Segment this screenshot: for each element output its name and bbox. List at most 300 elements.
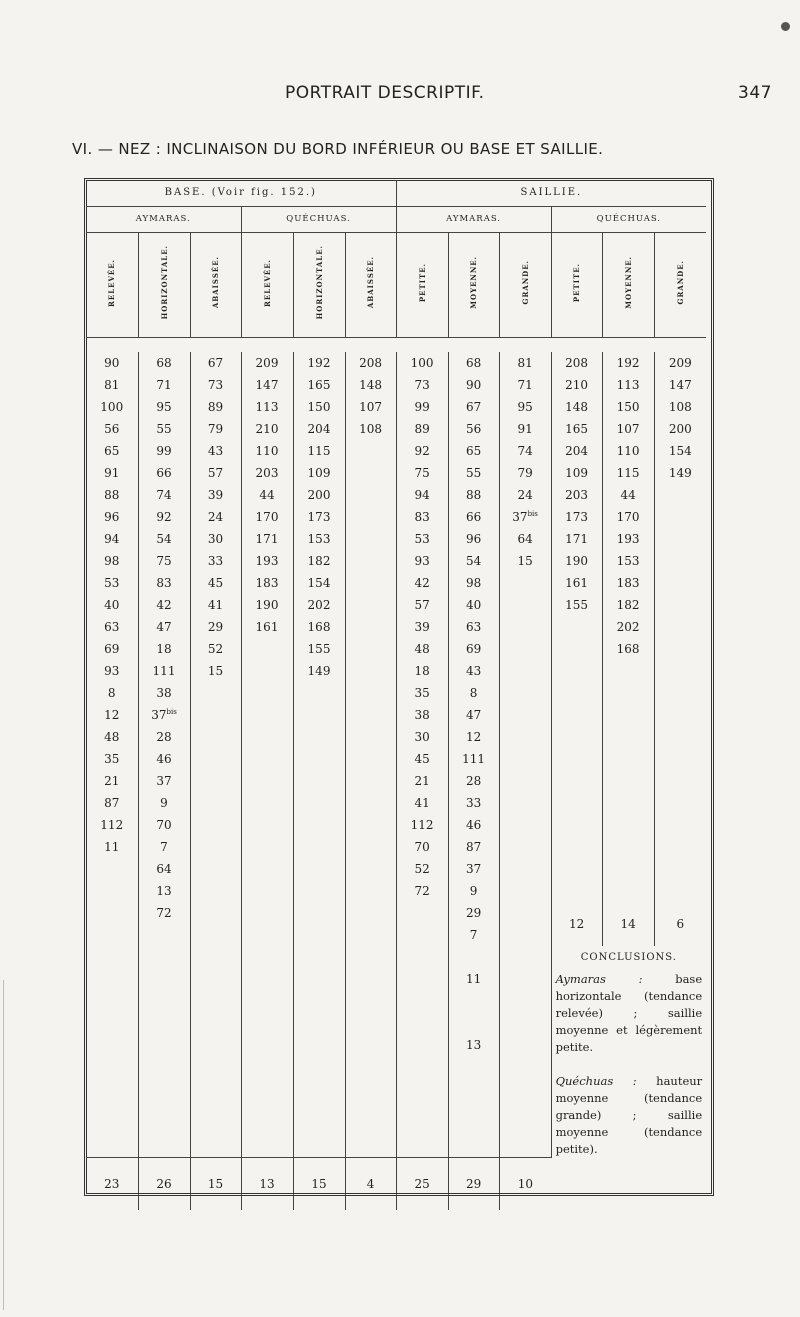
table-row — [86, 704, 706, 726]
table-cell: 37 — [448, 858, 499, 880]
table-row — [86, 792, 706, 814]
table-body — [86, 352, 706, 1211]
table-cell: $37^{bis}$ — [138, 704, 190, 726]
table-cell — [345, 638, 396, 660]
table-cell: 161 — [241, 616, 293, 638]
page-number: 347 — [738, 83, 772, 103]
table-cell: 71 — [499, 374, 551, 396]
column-header — [86, 232, 138, 337]
table-cell — [654, 594, 706, 616]
saillie-header: SAILLIE. — [396, 180, 706, 206]
table-cell: 65 — [104, 443, 120, 458]
table-cell: 7 — [448, 924, 499, 946]
table-cell — [499, 638, 551, 660]
table-cell: 6 — [654, 902, 706, 946]
table-cell: 111 — [138, 660, 190, 682]
table-cell: 11 — [104, 839, 120, 854]
table-row — [86, 726, 706, 748]
table-cell — [654, 616, 706, 638]
table-cell: 96 — [104, 509, 120, 524]
table-row — [86, 660, 706, 682]
table-cell — [551, 814, 602, 836]
table-cell: 28 — [448, 770, 499, 792]
conclusions-title: CONCLUSIONS. — [580, 951, 677, 963]
table-cell — [345, 440, 396, 462]
table-cell: 35 — [396, 682, 448, 704]
table-cell — [654, 792, 706, 814]
table-cell: 30 — [190, 528, 241, 550]
table-cell: 154 — [293, 572, 345, 594]
table-cell — [499, 748, 551, 770]
table-cell — [499, 1012, 551, 1079]
table-row — [86, 814, 706, 836]
table-cell — [602, 660, 654, 682]
conclusions-aymaras: Aymaras : base horizontale (tendance relevée) ; saillie moyenne et légèrement petite. — [555, 971, 703, 1054]
table-cell: 13 — [138, 880, 190, 902]
table-cell: 92 — [138, 506, 190, 528]
table-cell: 208 — [345, 352, 396, 374]
table-cell — [345, 1012, 396, 1079]
table-cell: 64 — [499, 528, 551, 550]
table-row — [86, 572, 706, 594]
table-cell: 52 — [190, 638, 241, 660]
table-cell — [293, 858, 345, 880]
table-cell: 88 — [448, 484, 499, 506]
table-cell: 190 — [551, 550, 602, 572]
column-header-label: PETITE. — [417, 262, 427, 303]
table-cell — [345, 880, 396, 902]
table-cell — [86, 880, 138, 902]
table-cell — [654, 484, 706, 506]
table-cell — [241, 924, 293, 946]
table-cell: 54 — [138, 528, 190, 550]
table-cell — [654, 858, 706, 880]
table-cell: 113 — [241, 396, 293, 418]
table-cell — [654, 660, 706, 682]
table-cell: 168 — [602, 638, 654, 660]
table-cell — [190, 726, 241, 748]
table-cell: 28 — [138, 726, 190, 748]
table-cell — [602, 814, 654, 836]
table-cell — [499, 572, 551, 594]
table-cell — [551, 726, 602, 748]
table-cell: 210 — [551, 374, 602, 396]
table-row — [86, 748, 706, 770]
table-cell — [345, 814, 396, 836]
table-cell: 21 — [396, 770, 448, 792]
table-cell: 37 — [138, 770, 190, 792]
table-cell: 115 — [293, 440, 345, 462]
table-cell: 38 — [396, 704, 448, 726]
table-cell — [602, 770, 654, 792]
column-header-label: MOYENNE. — [469, 256, 479, 309]
table-cell — [551, 704, 602, 726]
group-header: QUÉCHUAS. — [241, 206, 396, 232]
table-cell — [190, 880, 241, 902]
table-cell — [345, 836, 396, 858]
table-cell — [602, 682, 654, 704]
table-cell: 149 — [654, 462, 706, 484]
table-cell — [86, 1012, 138, 1079]
table-cell: 74 — [499, 440, 551, 462]
section-title: VI. — NEZ : INCLINAISON DU BORD INFÉRIEUR OU BASE ET SAILLIE. — [72, 140, 604, 158]
table-cell: 39 — [190, 484, 241, 506]
table-cell: 69 — [104, 641, 120, 656]
table-cell — [602, 880, 654, 902]
ink-blot — [781, 22, 790, 31]
column-header-label: HORIZONTALE. — [314, 245, 324, 320]
table-cell: 12 — [448, 726, 499, 748]
table-cell — [499, 726, 551, 748]
table-cell — [86, 946, 138, 1013]
table-cell: 108 — [345, 418, 396, 440]
table-cell: 202 — [602, 616, 654, 638]
table-cell: 192 — [293, 352, 345, 374]
table-cell — [190, 924, 241, 946]
table-row — [86, 374, 706, 396]
table-cell: 210 — [241, 418, 293, 440]
table-cell: 83 — [138, 572, 190, 594]
table-cell: 69 — [448, 638, 499, 660]
table-cell — [551, 638, 602, 660]
table-cell — [499, 682, 551, 704]
table-row — [86, 462, 706, 484]
table-cell — [345, 506, 396, 528]
table-cell: 87 — [448, 836, 499, 858]
group-header-row — [86, 206, 706, 232]
table-cell — [345, 616, 396, 638]
table-cell: 73 — [396, 374, 448, 396]
column-header — [138, 232, 190, 337]
table-cell: 47 — [138, 616, 190, 638]
table-row — [86, 418, 706, 440]
table-cell: 208 — [551, 352, 602, 374]
table-cell: 147 — [241, 374, 293, 396]
column-header — [345, 232, 396, 337]
table-cell: 45 — [396, 748, 448, 770]
table-cell: 57 — [396, 594, 448, 616]
table-cell: 93 — [104, 663, 120, 678]
totals-row — [86, 1158, 706, 1211]
table-cell — [654, 814, 706, 836]
table-cell: 170 — [602, 506, 654, 528]
table-cell — [190, 858, 241, 880]
table-cell — [654, 770, 706, 792]
table-cell: 96 — [448, 528, 499, 550]
table-cell: 13 — [448, 1012, 499, 1079]
table-cell: 68 — [448, 352, 499, 374]
table-cell: 11 — [448, 946, 499, 1013]
table-cell: 55 — [138, 418, 190, 440]
table-cell: 29 — [190, 616, 241, 638]
table-cell — [345, 550, 396, 572]
table-cell: 204 — [293, 418, 345, 440]
table-cell — [654, 528, 706, 550]
table-cell — [190, 814, 241, 836]
table-cell: 112 — [100, 817, 124, 832]
table-cell: 173 — [551, 506, 602, 528]
table-cell: 35 — [104, 751, 120, 766]
table-cell: 200 — [654, 418, 706, 440]
table-cell: 70 — [138, 814, 190, 836]
table-cell: 109 — [293, 462, 345, 484]
table-cell: 44 — [602, 484, 654, 506]
table-cell — [241, 748, 293, 770]
table-row — [86, 440, 706, 462]
table-cell: 67 — [448, 396, 499, 418]
table-cell — [241, 880, 293, 902]
table-cell: 29 — [448, 902, 499, 924]
table-cell: 171 — [551, 528, 602, 550]
column-header — [551, 232, 602, 337]
table-cell: 39 — [396, 616, 448, 638]
total-cell: 26 — [138, 1158, 190, 1211]
table-cell — [345, 594, 396, 616]
table-cell: 113 — [602, 374, 654, 396]
table-cell: 161 — [551, 572, 602, 594]
table-cell — [293, 792, 345, 814]
table-cell — [551, 616, 602, 638]
table-row — [86, 858, 706, 880]
table-cell: 15 — [190, 660, 241, 682]
table-cell: 43 — [190, 440, 241, 462]
table-cell: 155 — [293, 638, 345, 660]
table-cell: 171 — [241, 528, 293, 550]
table-cell: 24 — [190, 506, 241, 528]
table-cell: 12 — [551, 902, 602, 946]
table-cell: 154 — [654, 440, 706, 462]
table-cell: 8 — [107, 685, 116, 700]
table-cell — [190, 792, 241, 814]
table-cell — [551, 748, 602, 770]
table-cell — [499, 660, 551, 682]
table-cell — [654, 880, 706, 902]
table-cell — [551, 858, 602, 880]
table-cell: 71 — [138, 374, 190, 396]
total-cell: 25 — [396, 1158, 448, 1211]
column-header-label: HORIZONTALE. — [159, 245, 169, 320]
table-cell: 109 — [551, 462, 602, 484]
table-cell: 79 — [190, 418, 241, 440]
table-cell — [190, 946, 241, 1013]
table-cell: 44 — [241, 484, 293, 506]
table-cell — [293, 924, 345, 946]
table-cell — [241, 836, 293, 858]
table-cell — [551, 682, 602, 704]
table-cell: 40 — [448, 594, 499, 616]
table-cell: 111 — [448, 748, 499, 770]
table-cell: 148 — [551, 396, 602, 418]
table-cell — [190, 1012, 241, 1079]
table-cell — [396, 924, 448, 946]
table-cell: 65 — [448, 440, 499, 462]
table-cell: 203 — [551, 484, 602, 506]
base-header: BASE. (Voir fig. 152.) — [164, 187, 317, 199]
conclusions-box — [551, 946, 706, 1158]
table-cell — [551, 880, 602, 902]
table-cell — [499, 924, 551, 946]
group-header: AYMARAS. — [396, 206, 551, 232]
table-cell — [345, 660, 396, 682]
table-cell: 70 — [396, 836, 448, 858]
table-cell: 183 — [241, 572, 293, 594]
table-cell: 9 — [138, 792, 190, 814]
table-cell: 41 — [190, 594, 241, 616]
table-row — [86, 638, 706, 660]
table-cell — [499, 946, 551, 1013]
table-cell: 15 — [499, 550, 551, 572]
table-cell: 91 — [104, 465, 120, 480]
table-cell — [241, 704, 293, 726]
table-cell: 204 — [551, 440, 602, 462]
table-cell — [241, 858, 293, 880]
table-cell: 148 — [345, 374, 396, 396]
table-cell: 38 — [138, 682, 190, 704]
column-header — [654, 232, 706, 337]
column-header — [448, 232, 499, 337]
table-cell: 92 — [396, 440, 448, 462]
table-cell: 53 — [104, 575, 120, 590]
table-row — [86, 946, 706, 1013]
column-header — [499, 232, 551, 337]
table-cell: 18 — [396, 660, 448, 682]
table-cell — [602, 726, 654, 748]
table-cell: 72 — [138, 902, 190, 924]
table-cell: 30 — [396, 726, 448, 748]
column-header — [241, 232, 293, 337]
table-cell — [499, 704, 551, 726]
table-cell: 150 — [602, 396, 654, 418]
column-header-row — [86, 232, 706, 337]
total-cell: 10 — [499, 1158, 551, 1211]
table-cell — [654, 550, 706, 572]
table-cell: 52 — [396, 858, 448, 880]
column-header-label: RELEVÉE. — [262, 258, 272, 307]
table-cell: 183 — [602, 572, 654, 594]
data-table — [86, 180, 706, 1210]
column-header-label: MOYENNE. — [623, 256, 633, 309]
table-cell — [190, 902, 241, 924]
table-cell: 56 — [104, 421, 120, 436]
column-header — [602, 232, 654, 337]
table-cell: 46 — [448, 814, 499, 836]
table-cell — [602, 858, 654, 880]
group-header: AYMARAS. — [135, 214, 191, 224]
table-cell — [654, 748, 706, 770]
table-cell: 173 — [293, 506, 345, 528]
table-row — [86, 396, 706, 418]
table-cell — [345, 902, 396, 924]
table-cell: 193 — [602, 528, 654, 550]
table-cell: 93 — [396, 550, 448, 572]
table-cell — [602, 836, 654, 858]
table-cell: 107 — [602, 418, 654, 440]
total-cell: 15 — [293, 1158, 345, 1211]
table-cell — [293, 770, 345, 792]
table-cell: 21 — [104, 773, 120, 788]
table-cell: 18 — [138, 638, 190, 660]
table-cell: 98 — [104, 553, 120, 568]
total-cell: 4 — [345, 1158, 396, 1211]
table-cell: 202 — [293, 594, 345, 616]
table-cell — [241, 946, 293, 1013]
table-cell — [345, 748, 396, 770]
table-cell: 54 — [448, 550, 499, 572]
table-cell — [345, 770, 396, 792]
table-cell: 209 — [241, 352, 293, 374]
table-cell: 7 — [138, 836, 190, 858]
table-cell — [293, 814, 345, 836]
total-cell: 29 — [448, 1158, 499, 1211]
table-cell: 100 — [396, 352, 448, 374]
table-cell: 153 — [293, 528, 345, 550]
table-cell: 190 — [241, 594, 293, 616]
table-cell: 75 — [138, 550, 190, 572]
column-header — [293, 232, 345, 337]
table-cell: 41 — [396, 792, 448, 814]
table-cell — [551, 836, 602, 858]
table-cell: 67 — [190, 352, 241, 374]
scan-edge-line — [3, 980, 4, 1310]
table-cell — [138, 924, 190, 946]
table-row — [86, 616, 706, 638]
table-cell: 155 — [551, 594, 602, 616]
table-cell — [499, 836, 551, 858]
table-cell: 98 — [448, 572, 499, 594]
table-cell: 47 — [448, 704, 499, 726]
column-header — [396, 232, 448, 337]
table-cell: 53 — [396, 528, 448, 550]
table-cell: 48 — [104, 729, 120, 744]
table-cell: 56 — [448, 418, 499, 440]
table-cell — [190, 682, 241, 704]
table-cell: 57 — [190, 462, 241, 484]
table-cell — [86, 924, 138, 946]
table-cell — [499, 858, 551, 880]
total-cell: 13 — [241, 1158, 293, 1211]
table-cell: 14 — [602, 902, 654, 946]
header-title: PORTRAIT DESCRIPTIF. — [285, 83, 485, 103]
table-cell: 89 — [396, 418, 448, 440]
column-header-label: RELEVÉE. — [107, 258, 117, 307]
table-cell: 42 — [396, 572, 448, 594]
table-cell — [345, 462, 396, 484]
table-cell: 83 — [396, 506, 448, 528]
table-cell — [551, 792, 602, 814]
table-cell — [499, 880, 551, 902]
column-header-label: PETITE. — [572, 262, 582, 303]
table-cell: 63 — [448, 616, 499, 638]
table-cell: 88 — [104, 487, 120, 502]
table-cell: 147 — [654, 374, 706, 396]
total-cell: 15 — [190, 1158, 241, 1211]
table-cell: 81 — [104, 377, 120, 392]
table-cell: 63 — [104, 619, 120, 634]
table-cell: 192 — [602, 352, 654, 374]
table-cell: 73 — [190, 374, 241, 396]
table-cell — [293, 902, 345, 924]
total-cell: 23 — [86, 1158, 138, 1211]
table-cell: 94 — [104, 531, 120, 546]
table-cell: 112 — [396, 814, 448, 836]
table-cell: 153 — [602, 550, 654, 572]
table-cell — [602, 704, 654, 726]
table-cell: 150 — [293, 396, 345, 418]
table-cell — [602, 792, 654, 814]
table-cell: 165 — [551, 418, 602, 440]
table-row — [86, 902, 706, 924]
table-row — [86, 682, 706, 704]
